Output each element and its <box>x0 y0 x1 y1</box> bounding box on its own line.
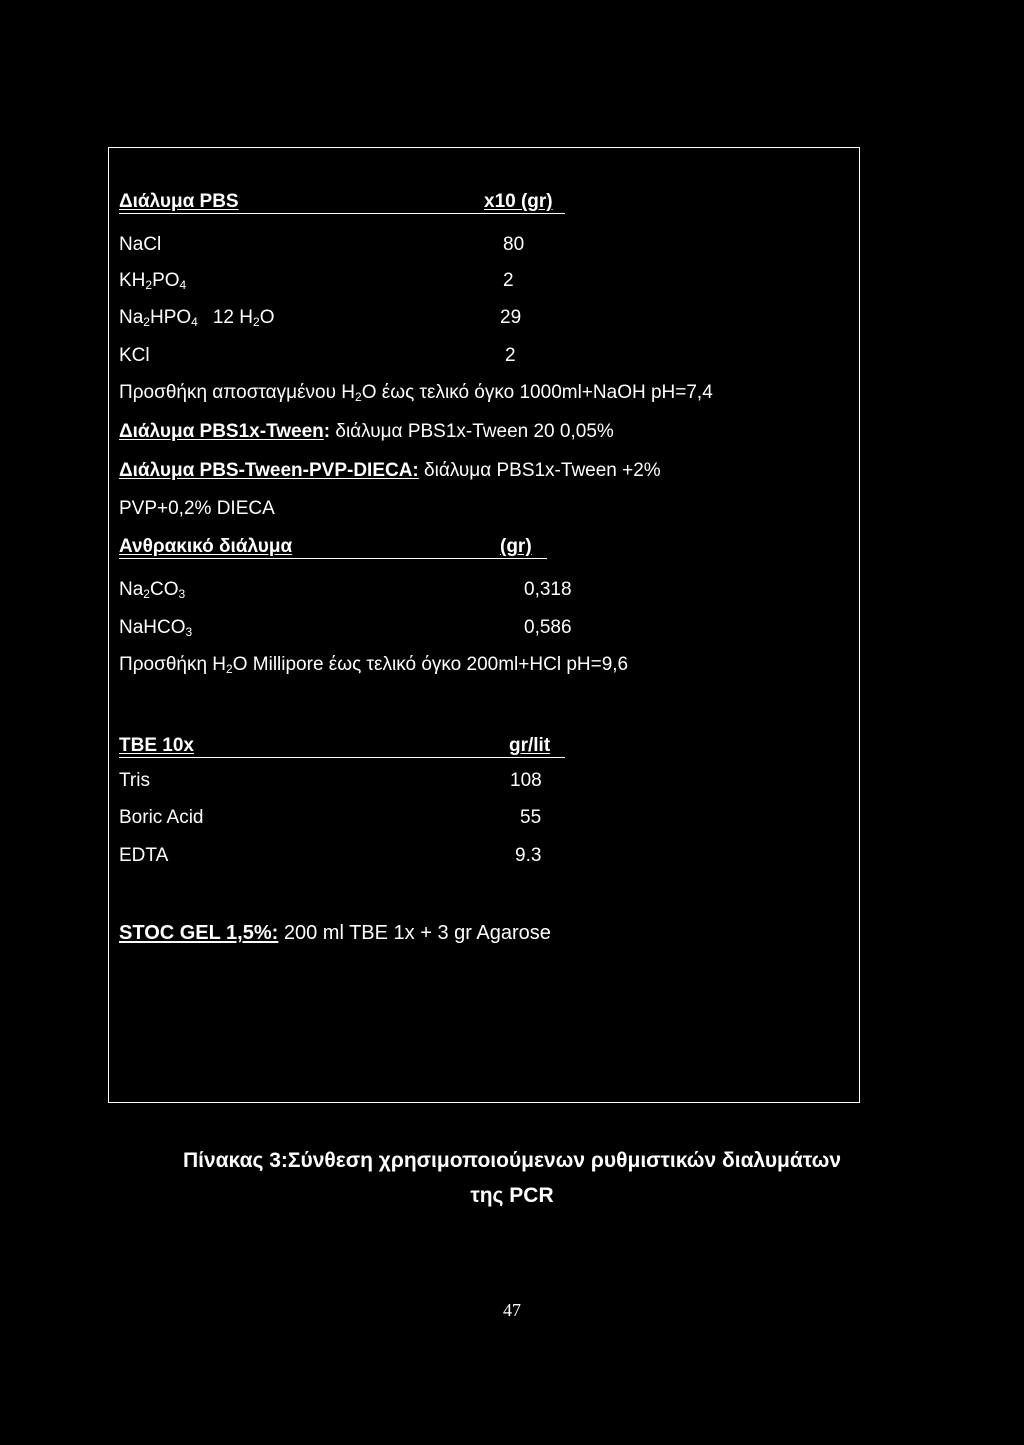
tbe-row-edta-name: EDTA <box>119 845 169 866</box>
tbe-title: TBE 10x <box>119 735 194 756</box>
pbs-row-kh2po4-value: 2 <box>503 270 514 291</box>
tbe-unit-header: gr/lit <box>509 735 551 756</box>
carbonate-row-nahco3-value: 0,586 <box>524 617 572 638</box>
pbs-title: Διάλυμα PBS <box>119 191 239 212</box>
pbs-row-kcl-name: KCl <box>119 345 150 366</box>
carbonate-row-na2co3-value: 0,318 <box>524 579 572 600</box>
pbs-tween-line: Διάλυμα PBS1x-Tween: διάλυμα PBS1x-Tween 20 0,05% <box>119 421 614 442</box>
pbs-row-na2hpo4-name: $Na_2HPO_4$ 12 $H_2O$ <box>119 307 275 329</box>
pbs-unit-header: x10 (gr) <box>484 191 553 212</box>
carbonate-preparation-note: Προσθήκη $H_2O$ Millipore έως τελικό όγκο 200ml+HCl pH=9,6 <box>119 654 629 676</box>
pbs-row-na2hpo4-value: 29 <box>500 307 522 328</box>
tbe-row-boric-acid-name: Boric Acid <box>119 807 204 828</box>
tbe-row-tris-name: Tris <box>119 770 150 791</box>
pbs-tween-pvp-line: Διάλυμα PBS-Tween-PVP-DIECA: διάλυμα PBS1x-Tween +2% <box>119 460 661 481</box>
pbs-tween-pvp-line-2: PVP+0,2% DIECA <box>119 498 275 519</box>
pbs-row-nacl-name: NaCl <box>119 234 162 255</box>
pbs-preparation-note: Προσθήκη αποσταγμένου $H_2O$ έως τελικό όγκο 1000ml+NaOH pH=7,4 <box>119 382 713 404</box>
pbs-header-rule <box>119 213 565 214</box>
carbonate-unit-header: (gr) <box>500 536 532 557</box>
pbs-row-kcl-value: 2 <box>505 345 516 366</box>
carbonate-row-nahco3-name: NaHCO$_3$ <box>119 617 193 639</box>
pbs-row-kh2po4-name: $KH_2PO_4$ <box>119 270 187 292</box>
tbe-row-boric-acid-value: 55 <box>520 807 542 828</box>
table-caption-line-2: της PCR <box>470 1184 554 1207</box>
carbonate-title: Ανθρακικό διάλυμα <box>119 536 293 557</box>
carbonate-header-rule <box>119 558 547 559</box>
page-number: 47 <box>503 1300 521 1320</box>
stock-gel-line: STOC GEL 1,5%: 200 ml TBE 1x + 3 gr Agarose <box>119 922 551 944</box>
carbonate-row-na2co3-name: $Na_2CO_3$ <box>119 579 186 601</box>
recipe-table-frame <box>108 147 860 1103</box>
tbe-row-tris-value: 108 <box>510 770 542 791</box>
pbs-row-nacl-value: 80 <box>503 234 525 255</box>
tbe-row-edta-value: 9.3 <box>515 845 542 866</box>
table-caption-line-1: Πίνακας 3:Σύνθεση χρησιμοποιούμενων ρυθμιστικών διαλυμάτων <box>182 1149 842 1172</box>
tbe-header-rule <box>119 757 565 758</box>
